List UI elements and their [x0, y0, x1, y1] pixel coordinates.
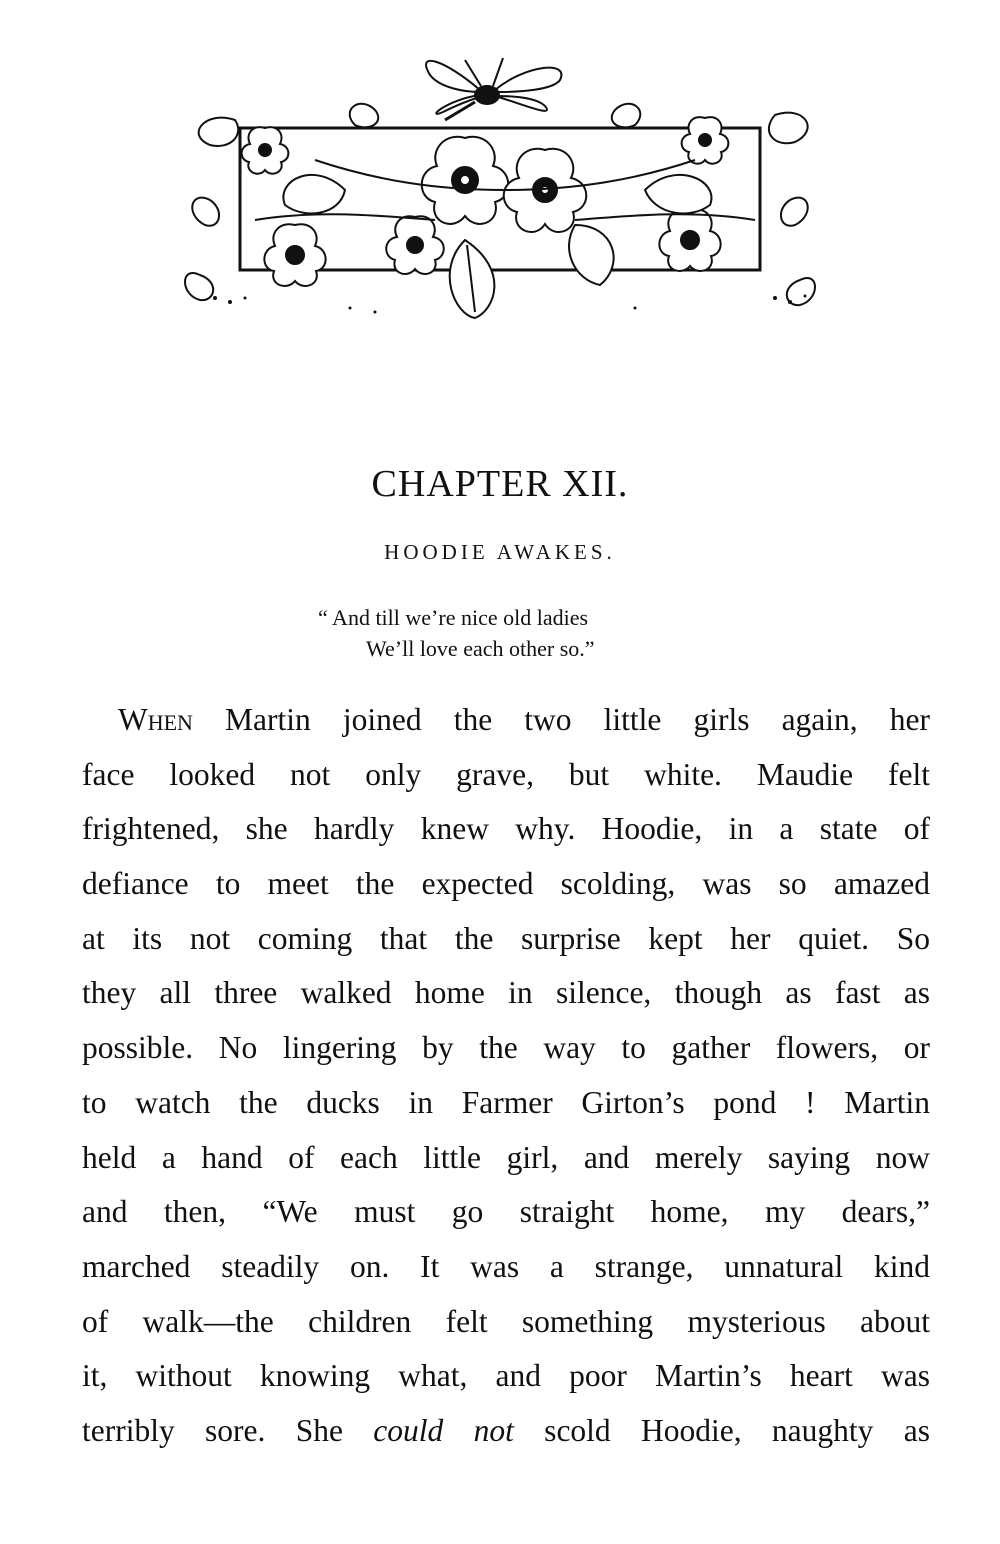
body-line: possible. No lingering by the way to gather flowers, or: [82, 1030, 930, 1066]
body-line-end: scold Hoodie, naughty as: [513, 1412, 930, 1448]
epigraph-line: We’ll love each other so.”: [366, 636, 595, 661]
body-line: marched steadily on. It was a strange, unnatural kind: [82, 1248, 930, 1284]
dragonfly-icon: [426, 58, 561, 120]
body-text: [82, 693, 930, 1459]
chapter-title: [0, 462, 1000, 506]
epigraph: [318, 602, 738, 664]
italic-emphasis: could not: [373, 1412, 514, 1448]
body-line: at its not coming that the surprise kept her quiet. So: [82, 920, 930, 956]
body-line: to watch the ducks in Farmer Girton’s pond ! Martin: [82, 1084, 930, 1120]
chapter-title-text: CHAPTER XII.: [371, 463, 629, 505]
body-line-rest: Martin joined the two little girls again, her: [192, 702, 930, 737]
body-line: [82, 1404, 930, 1459]
body-line: they all three walked home in silence, though as fast as: [82, 975, 930, 1011]
body-line-start: terribly sore. She: [82, 1412, 374, 1448]
body-line: held a hand of each little girl, and merely saying now: [82, 1139, 930, 1175]
body-line: [82, 693, 930, 748]
floral-headpiece-icon: [175, 40, 825, 325]
body-line: and then, “We must go straight home, my dears,”: [82, 1194, 930, 1230]
body-line: defiance to meet the expected scolding, was so amazed: [82, 866, 930, 902]
body-line: face looked not only grave, but white. Maudie felt: [82, 756, 930, 792]
epigraph-line: “ And till we’re nice old ladies: [318, 605, 589, 630]
body-line: it, without knowing what, and poor Martin’s heart was: [82, 1358, 930, 1394]
chapter-subtitle: HOODIE AWAKES.: [384, 540, 616, 564]
body-line: frightened, she hardly knew why. Hoodie, in a state of: [82, 811, 930, 847]
body-line: of walk—the children felt something mysterious about: [82, 1303, 930, 1339]
floral-headpiece: [175, 40, 825, 325]
drop-word: When: [118, 702, 193, 737]
